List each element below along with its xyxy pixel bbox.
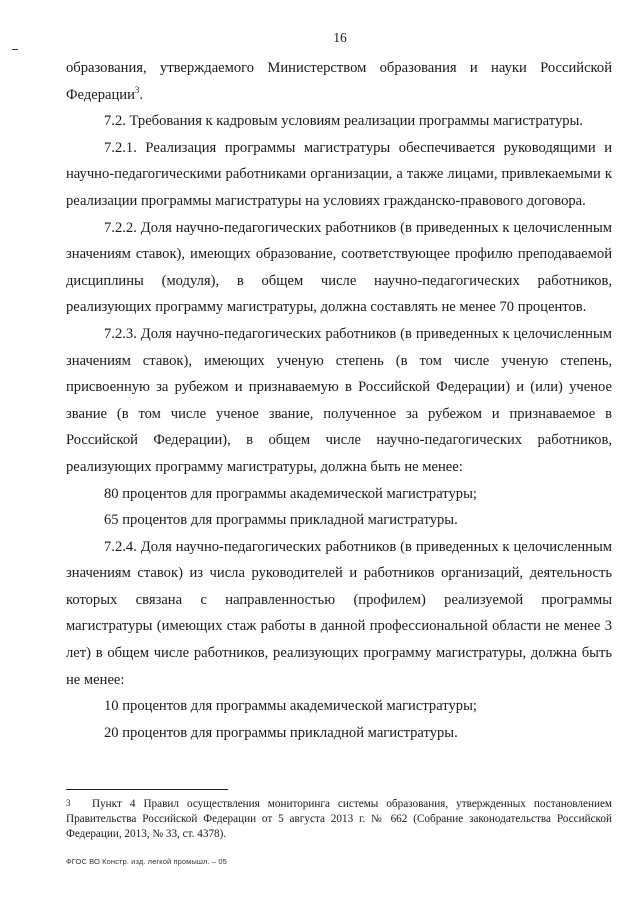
- footer-stamp: ФГОС ВО Констр. изд. легкой промышл. – 05: [66, 857, 227, 866]
- paragraph-continuation: образования, утверждаемого Министерством образования и науки Российской Федерации$^3$.: [66, 60, 612, 103]
- list-item-academic-10: 10 процентов для программы академической магистратуры;: [104, 698, 477, 715]
- footnote: [66, 797, 612, 843]
- footnote-text: Пункт 4 Правил осуществления мониторинга системы образования, утвержденных постановлением Правительства Российской Федерации от 5 августа 2013 г. № 662 (Собрание законодательства Российской Федерации, 2013, № 33, ст. 4378).: [66, 798, 612, 841]
- clause-7-2-3: 7.2.3. Доля научно-педагогических работников (в приведенных к целочисленным значениям ставок), имеющих ученую степень (в том числе ученую степень, присвоенную за рубежом и признаваемую в Российской Федерации) и (или) ученое звание (в том числе ученое звание, полученное за рубежом и признаваемое в Российской Федерации), в общем числе научно-педагогических работников, реализующих программу магистратуры, должна быть не менее:: [66, 325, 612, 475]
- section-heading-7-2: 7.2. Требования к кадровым условиям реализации программы магистратуры.: [104, 113, 584, 130]
- clause-7-2-1: 7.2.1. Реализация программы магистратуры обеспечивается руководящими и научно-педагогическими работниками организации, а также лицами, привлекаемыми к реализации программы магистратуры на условиях гражданско-правового договора.: [66, 139, 612, 209]
- list-item-academic-80: 80 процентов для программы академической магистратуры;: [104, 485, 477, 502]
- body-text: [66, 55, 612, 746]
- list-item-applied-20: 20 процентов для программы прикладной магистратуры.: [104, 724, 458, 741]
- footnote-mark: 3: [66, 798, 71, 808]
- clause-7-2-2: 7.2.2. Доля научно-педагогических работников (в приведенных к целочисленным значениям ставок), имеющих образование, соответствующее профилю преподаваемой дисциплины (модуля), в общем числе научно-педагогических работников, реализующих программу магистратуры, должна составлять не менее 70 процентов.: [66, 219, 612, 316]
- clause-7-2-4: 7.2.4. Доля научно-педагогических работников (в приведенных к целочисленным значениям ставок) из числа руководителей и работников организаций, деятельность которых связана с направленностью (профилем) реализуемой программы магистратуры (имеющих стаж работы в данной профессиональной области не менее 3 лет) в общем числе работников, реализующих программу магистратуры, должна быть не менее:: [66, 538, 612, 688]
- footnote-divider: [66, 789, 228, 790]
- list-item-applied-65: 65 процентов для программы прикладной магистратуры.: [104, 512, 458, 529]
- footnote-reference[interactable]: 3: [134, 84, 140, 95]
- margin-mark: [12, 49, 18, 50]
- page-number: 16: [333, 30, 347, 45]
